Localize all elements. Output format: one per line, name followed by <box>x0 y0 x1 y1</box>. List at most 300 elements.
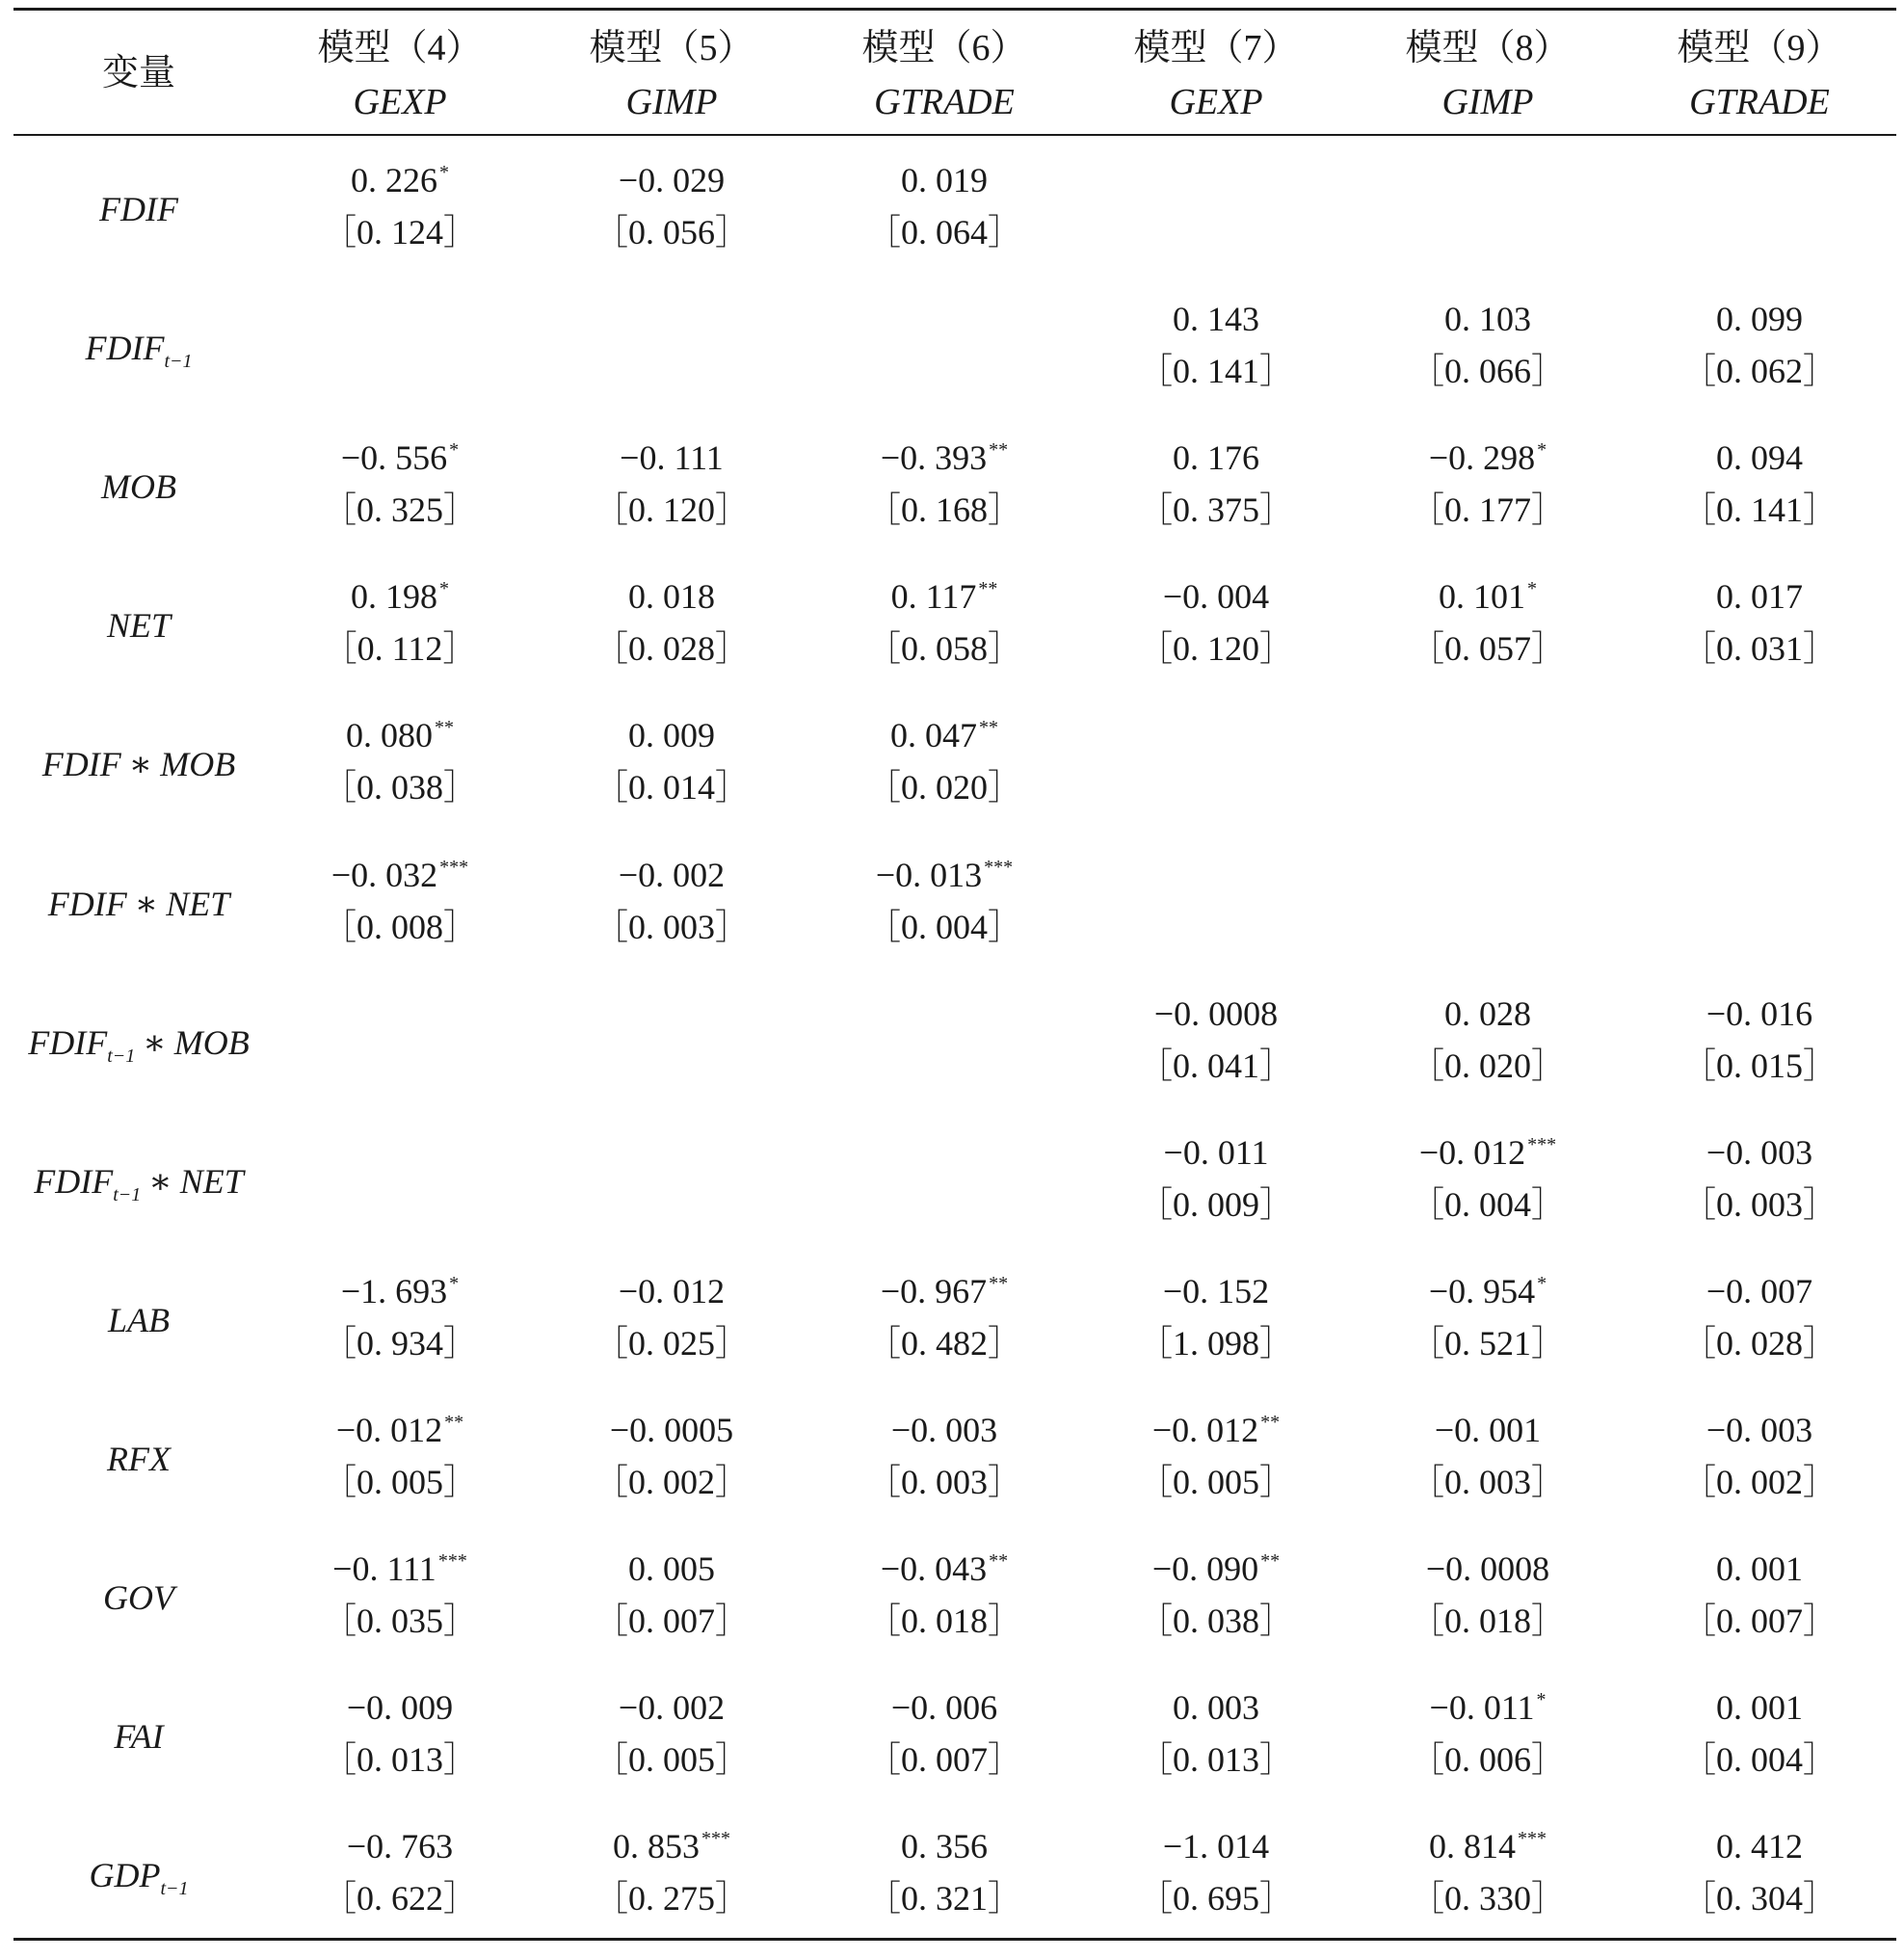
standard-error: ［0. 002］ <box>593 1463 750 1501</box>
coefficient-value <box>1634 849 1885 901</box>
coefficient-cell <box>546 1126 797 1231</box>
standard-error <box>1362 901 1613 953</box>
coefficient-cell <box>1634 709 1885 813</box>
coefficient-cell <box>546 432 797 536</box>
dependent-variable-label: GEXP <box>1169 82 1263 122</box>
standard-error: ［0. 013］ <box>1137 1740 1294 1779</box>
coefficient-cell <box>546 570 797 675</box>
table-row <box>0 293 1904 432</box>
standard-error: ［0. 003］ <box>593 908 750 946</box>
coefficient-cell <box>546 154 797 258</box>
standard-error: ［0. 695］ <box>1137 1879 1294 1918</box>
variable-name <box>0 461 283 513</box>
coefficient-value <box>1091 293 1341 345</box>
standard-error: ［0. 035］ <box>321 1602 478 1640</box>
interaction-operator: ∗ <box>143 1023 167 1062</box>
table-row <box>0 1404 1904 1543</box>
significance-stars: * <box>439 162 449 183</box>
coefficient-value <box>1362 849 1613 901</box>
column-header <box>1081 21 1351 129</box>
coefficient-value <box>1634 988 1885 1040</box>
significance-stars: * <box>1537 439 1547 461</box>
variable-base: FDIF <box>28 1023 108 1062</box>
standard-error: ［0. 020］ <box>865 768 1022 807</box>
coefficient-cell <box>1362 570 1613 675</box>
coefficient-number: −0. 002 <box>618 856 726 894</box>
standard-error <box>1634 206 1885 258</box>
variable-base: RFX <box>107 1440 171 1478</box>
coefficient-number: 0. 009 <box>628 716 715 754</box>
variable-name <box>0 1433 283 1485</box>
coefficient-cell <box>1091 1543 1341 1647</box>
table-row <box>0 1126 1904 1265</box>
significance-stars: *** <box>1527 1134 1557 1155</box>
column-header <box>1353 21 1623 129</box>
coefficient-number: −0. 032 <box>331 856 438 894</box>
coefficient-cell <box>819 988 1070 1092</box>
coefficient-cell <box>546 709 797 813</box>
coefficient-cell <box>275 1543 525 1647</box>
significance-stars: ** <box>989 1550 1009 1572</box>
standard-error: ［0. 058］ <box>865 629 1022 668</box>
coefficient-number: −1. 693 <box>340 1272 448 1310</box>
coefficient-number: −0. 012 <box>335 1411 443 1449</box>
table-row <box>0 1820 1904 1959</box>
coefficient-value <box>819 432 1070 484</box>
interaction-operator: ∗ <box>134 885 159 923</box>
standard-error: ［0. 014］ <box>593 768 750 807</box>
coefficient-value <box>1362 1543 1613 1595</box>
coefficient-number: 0. 101 <box>1439 577 1525 616</box>
coefficient-cell <box>546 1820 797 1924</box>
coefficient-cell <box>1362 849 1613 953</box>
variable-name <box>0 1572 283 1624</box>
standard-error: ［0. 112］ <box>322 629 478 668</box>
coefficient-cell <box>1362 1681 1613 1786</box>
significance-stars: ** <box>989 439 1009 461</box>
variable-base: FDIF <box>41 745 121 783</box>
column-header <box>809 21 1079 129</box>
standard-error <box>546 345 797 397</box>
table-row <box>0 988 1904 1126</box>
coefficient-cell <box>1362 988 1613 1092</box>
coefficient-number: −0. 007 <box>1706 1272 1813 1310</box>
coefficient-cell <box>1634 1681 1885 1786</box>
standard-error: ［0. 124］ <box>321 213 478 251</box>
model-label: 模型（8） <box>1405 28 1571 68</box>
significance-stars: ** <box>435 717 454 738</box>
standard-error <box>546 1040 797 1092</box>
significance-stars: *** <box>701 1828 730 1849</box>
coefficient-value <box>1091 1681 1341 1734</box>
standard-error: ［0. 521］ <box>1409 1324 1566 1363</box>
coefficient-number: 0. 117 <box>890 577 977 616</box>
coefficient-cell <box>1091 1265 1341 1369</box>
variable-base: FDIF <box>85 329 165 367</box>
significance-stars: ** <box>978 578 998 599</box>
table-row <box>0 1265 1904 1404</box>
coefficient-cell <box>1091 570 1341 675</box>
dependent-variable-label: GIMP <box>625 82 718 122</box>
coefficient-number: −0. 029 <box>618 161 726 199</box>
standard-error <box>546 1178 797 1231</box>
coefficient-number: −0. 111 <box>620 438 724 477</box>
variable-name <box>0 1155 283 1221</box>
model-label: 模型（9） <box>1677 28 1842 68</box>
coefficient-number: −0. 006 <box>890 1688 998 1727</box>
coefficient-value <box>1362 709 1613 761</box>
coefficient-value <box>275 1265 525 1317</box>
coefficient-number: 0. 356 <box>901 1827 988 1866</box>
coefficient-number: 0. 005 <box>628 1549 715 1588</box>
coefficient-value <box>275 293 525 345</box>
model-label: 模型（5） <box>589 28 754 68</box>
coefficient-value <box>819 988 1070 1040</box>
coefficient-value <box>819 1404 1070 1456</box>
standard-error: ［1. 098］ <box>1137 1324 1294 1363</box>
standard-error: ［0. 003］ <box>1409 1463 1566 1501</box>
column-header <box>265 21 535 129</box>
standard-error: ［0. 003］ <box>1680 1185 1838 1224</box>
coefficient-cell <box>275 988 525 1092</box>
coefficient-value <box>546 154 797 206</box>
variable-name <box>0 738 283 790</box>
coefficient-cell <box>1634 988 1885 1092</box>
coefficient-value <box>1091 1404 1341 1456</box>
coefficient-number: 0. 001 <box>1716 1549 1803 1588</box>
coefficient-cell <box>819 432 1070 536</box>
standard-error: ［0. 003］ <box>865 1463 1022 1501</box>
standard-error: ［0. 038］ <box>321 768 478 807</box>
coefficient-value <box>819 570 1070 622</box>
coefficient-cell <box>275 1126 525 1231</box>
coefficient-value <box>1634 293 1885 345</box>
standard-error: ［0. 031］ <box>1680 629 1838 668</box>
coefficient-number: −0. 0008 <box>1153 994 1279 1033</box>
standard-error <box>819 1178 1070 1231</box>
variable-name <box>0 1294 283 1346</box>
coefficient-value <box>275 709 525 761</box>
coefficient-value <box>275 988 525 1040</box>
coefficient-cell <box>275 570 525 675</box>
coefficient-cell <box>275 709 525 813</box>
table-row <box>0 1543 1904 1681</box>
coefficient-value <box>275 432 525 484</box>
coefficient-cell <box>1362 1820 1613 1924</box>
coefficient-value <box>1634 570 1885 622</box>
coefficient-cell <box>546 1543 797 1647</box>
coefficient-value <box>1362 293 1613 345</box>
coefficient-number: 0. 814 <box>1429 1827 1516 1866</box>
coefficient-cell <box>1634 1820 1885 1924</box>
coefficient-cell <box>1091 1126 1341 1231</box>
coefficient-value <box>275 1820 525 1872</box>
coefficient-number: 0. 047 <box>890 716 977 754</box>
coefficient-cell <box>1634 432 1885 536</box>
coefficient-value <box>546 1265 797 1317</box>
coefficient-cell <box>1362 1126 1613 1231</box>
coefficient-number: −0. 003 <box>1706 1133 1813 1172</box>
coefficient-cell <box>275 1820 525 1924</box>
coefficient-number: −0. 954 <box>1428 1272 1536 1310</box>
variable-name <box>0 1849 283 1915</box>
coefficient-value <box>1091 154 1341 206</box>
significance-stars: *** <box>437 1550 467 1572</box>
coefficient-number: −0. 004 <box>1162 577 1270 616</box>
coefficient-value <box>819 1126 1070 1178</box>
significance-stars: * <box>1537 1273 1547 1294</box>
standard-error: ［0. 025］ <box>593 1324 750 1363</box>
standard-error <box>275 1178 525 1231</box>
standard-error: ［0. 375］ <box>1137 490 1294 529</box>
coefficient-number: −0. 002 <box>618 1688 726 1727</box>
coefficient-number: −0. 003 <box>1706 1411 1813 1449</box>
coefficient-cell <box>1362 1404 1613 1508</box>
coefficient-value <box>1362 1681 1613 1734</box>
coefficient-value <box>546 570 797 622</box>
coefficient-value <box>546 432 797 484</box>
significance-stars: * <box>449 439 460 461</box>
coefficient-number: −0. 152 <box>1162 1272 1270 1310</box>
coefficient-value <box>275 1543 525 1595</box>
coefficient-cell <box>1091 709 1341 813</box>
coefficient-value <box>546 1820 797 1872</box>
coefficient-value <box>1091 432 1341 484</box>
coefficient-value <box>1091 1820 1341 1872</box>
model-label: 模型（4） <box>317 28 483 68</box>
coefficient-value <box>819 1820 1070 1872</box>
coefficient-value <box>819 154 1070 206</box>
coefficient-number: 0. 019 <box>901 161 988 199</box>
coefficient-cell <box>1091 293 1341 397</box>
standard-error: ［0. 038］ <box>1137 1602 1294 1640</box>
standard-error: ［0. 330］ <box>1409 1879 1566 1918</box>
coefficient-value <box>1634 432 1885 484</box>
coefficient-value <box>546 1404 797 1456</box>
coefficient-value <box>546 988 797 1040</box>
variable-name <box>0 878 283 930</box>
coefficient-cell <box>275 1681 525 1786</box>
coefficient-cell <box>546 988 797 1092</box>
coefficient-cell <box>1091 1404 1341 1508</box>
coefficient-value <box>546 1681 797 1734</box>
variable-name <box>0 1710 283 1762</box>
coefficient-cell <box>1362 709 1613 813</box>
model-label: 模型（7） <box>1133 28 1299 68</box>
coefficient-value <box>1362 1126 1613 1178</box>
standard-error: ［0. 482］ <box>865 1324 1022 1363</box>
coefficient-value <box>1634 1820 1885 1872</box>
coefficient-number: −0. 393 <box>880 438 988 477</box>
coefficient-value <box>819 1681 1070 1734</box>
coefficient-value <box>1634 1681 1885 1734</box>
table-top-rule <box>13 8 1896 11</box>
interaction-operator: ∗ <box>148 1162 172 1201</box>
coefficient-number: −1. 014 <box>1162 1827 1270 1866</box>
coefficient-cell <box>1634 1126 1885 1231</box>
variable-subscript: t−1 <box>164 351 193 372</box>
significance-stars: ** <box>1260 1550 1281 1572</box>
significance-stars: * <box>1527 578 1537 599</box>
coefficient-cell <box>546 1404 797 1508</box>
coefficient-number: 0. 017 <box>1716 577 1803 616</box>
coefficient-cell <box>1634 293 1885 397</box>
variable-base: LAB <box>107 1301 170 1339</box>
coefficient-cell <box>819 293 1070 397</box>
coefficient-value <box>1091 1543 1341 1595</box>
standard-error: ［0. 056］ <box>593 213 750 251</box>
variable-name <box>0 1017 283 1082</box>
coefficient-value <box>275 849 525 901</box>
coefficient-cell <box>819 1820 1070 1924</box>
standard-error: ［0. 057］ <box>1409 629 1566 668</box>
coefficient-number: 0. 198 <box>351 577 437 616</box>
standard-error: ［0. 064］ <box>865 213 1022 251</box>
standard-error: ［0. 066］ <box>1409 352 1566 390</box>
standard-error: ［0. 007］ <box>865 1740 1022 1779</box>
standard-error: ［0. 005］ <box>1137 1463 1294 1501</box>
significance-stars: ** <box>989 1273 1009 1294</box>
standard-error: ［0. 020］ <box>1409 1046 1566 1085</box>
coefficient-value <box>819 709 1070 761</box>
standard-error: ［0. 018］ <box>1409 1602 1566 1640</box>
coefficient-number: −0. 0005 <box>609 1411 734 1449</box>
variable-base: FAI <box>114 1717 164 1756</box>
coefficient-cell <box>1091 432 1341 536</box>
standard-error: ［0. 168］ <box>865 490 1022 529</box>
coefficient-number: −0. 001 <box>1434 1411 1542 1449</box>
coefficient-cell <box>819 570 1070 675</box>
coefficient-number: −0. 009 <box>346 1688 454 1727</box>
coefficient-value <box>1634 1543 1885 1595</box>
coefficient-number: 0. 103 <box>1444 300 1531 338</box>
coefficient-number: −0. 013 <box>875 856 983 894</box>
coefficient-number: −0. 556 <box>340 438 448 477</box>
standard-error <box>1091 206 1341 258</box>
variable-subscript: t−1 <box>107 1046 136 1067</box>
standard-error: ［0. 008］ <box>321 908 478 946</box>
coefficient-number: −0. 012 <box>1418 1133 1526 1172</box>
coefficient-value <box>1634 1404 1885 1456</box>
variable-base: MOB <box>101 467 176 506</box>
coefficient-number: −0. 763 <box>346 1827 454 1866</box>
coefficient-number: −0. 012 <box>618 1272 726 1310</box>
coefficient-cell <box>819 1404 1070 1508</box>
coefficient-number: −0. 043 <box>880 1549 988 1588</box>
coefficient-number: 0. 003 <box>1173 1688 1259 1727</box>
coefficient-value <box>1362 1404 1613 1456</box>
significance-stars: *** <box>984 857 1014 878</box>
coefficient-value <box>1634 1265 1885 1317</box>
coefficient-cell <box>275 1404 525 1508</box>
coefficient-number: 0. 001 <box>1716 1688 1803 1727</box>
coefficient-cell <box>1362 432 1613 536</box>
coefficient-number: 0. 412 <box>1716 1827 1803 1866</box>
coefficient-cell <box>275 293 525 397</box>
standard-error: ［0. 004］ <box>865 908 1022 946</box>
coefficient-cell <box>1634 1543 1885 1647</box>
standard-error: ［0. 622］ <box>321 1879 478 1918</box>
coefficient-number: 0. 226 <box>351 161 437 199</box>
standard-error <box>1091 761 1341 813</box>
variable-base: FDIF <box>34 1162 114 1201</box>
coefficient-number: 0. 094 <box>1716 438 1803 477</box>
coefficient-value <box>275 154 525 206</box>
coefficient-cell <box>546 1265 797 1369</box>
table-row <box>0 570 1904 709</box>
standard-error <box>275 1040 525 1092</box>
variable-base: FDIF <box>99 190 178 228</box>
standard-error: ［0. 275］ <box>593 1879 750 1918</box>
significance-stars: *** <box>439 857 469 878</box>
coefficient-cell <box>275 432 525 536</box>
significance-stars: * <box>439 578 449 599</box>
coefficient-cell <box>1634 570 1885 675</box>
variable-name <box>0 599 283 651</box>
coefficient-cell <box>819 1543 1070 1647</box>
coefficient-cell <box>819 709 1070 813</box>
variable-subscript: t−1 <box>113 1184 142 1205</box>
coefficient-number: 0. 099 <box>1716 300 1803 338</box>
standard-error: ［0. 141］ <box>1137 352 1294 390</box>
standard-error: ［0. 028］ <box>593 629 750 668</box>
coefficient-cell <box>1634 849 1885 953</box>
significance-stars: * <box>449 1273 460 1294</box>
coefficient-number: −0. 0008 <box>1425 1549 1550 1588</box>
coefficient-value <box>819 1543 1070 1595</box>
significance-stars: ** <box>444 1412 464 1433</box>
variable-header: 变量 <box>101 53 175 93</box>
coefficient-number: −0. 003 <box>890 1411 998 1449</box>
coefficient-value <box>1091 1265 1341 1317</box>
standard-error: ［0. 009］ <box>1137 1185 1294 1224</box>
coefficient-value <box>275 1404 525 1456</box>
variable-interaction-term: MOB <box>160 745 236 783</box>
coefficient-value <box>546 849 797 901</box>
coefficient-value <box>1362 1265 1613 1317</box>
coefficient-value <box>819 293 1070 345</box>
coefficient-value <box>1634 709 1885 761</box>
coefficient-number: 0. 176 <box>1173 438 1259 477</box>
coefficient-cell <box>819 154 1070 258</box>
coefficient-number: −0. 090 <box>1151 1549 1259 1588</box>
coefficient-cell <box>275 154 525 258</box>
coefficient-cell <box>1091 154 1341 258</box>
model-label: 模型（6） <box>861 28 1027 68</box>
standard-error: ［0. 141］ <box>1680 490 1838 529</box>
dependent-variable-label: GTRADE <box>874 82 1015 122</box>
coefficient-value <box>546 1543 797 1595</box>
coefficient-number: −0. 016 <box>1706 994 1813 1033</box>
standard-error: ［0. 177］ <box>1409 490 1566 529</box>
standard-error <box>1634 761 1885 813</box>
coefficient-value <box>546 709 797 761</box>
standard-error <box>1634 901 1885 953</box>
interaction-operator: ∗ <box>128 745 153 783</box>
coefficient-value <box>1634 154 1885 206</box>
table-row <box>0 849 1904 988</box>
standard-error <box>1091 901 1341 953</box>
coefficient-cell <box>1091 849 1341 953</box>
coefficient-value <box>546 1126 797 1178</box>
standard-error: ［0. 304］ <box>1680 1879 1838 1918</box>
table-row <box>0 432 1904 570</box>
standard-error: ［0. 002］ <box>1680 1463 1838 1501</box>
table-row <box>0 1681 1904 1820</box>
standard-error <box>1362 206 1613 258</box>
table-row <box>0 709 1904 848</box>
column-header <box>1625 21 1894 129</box>
